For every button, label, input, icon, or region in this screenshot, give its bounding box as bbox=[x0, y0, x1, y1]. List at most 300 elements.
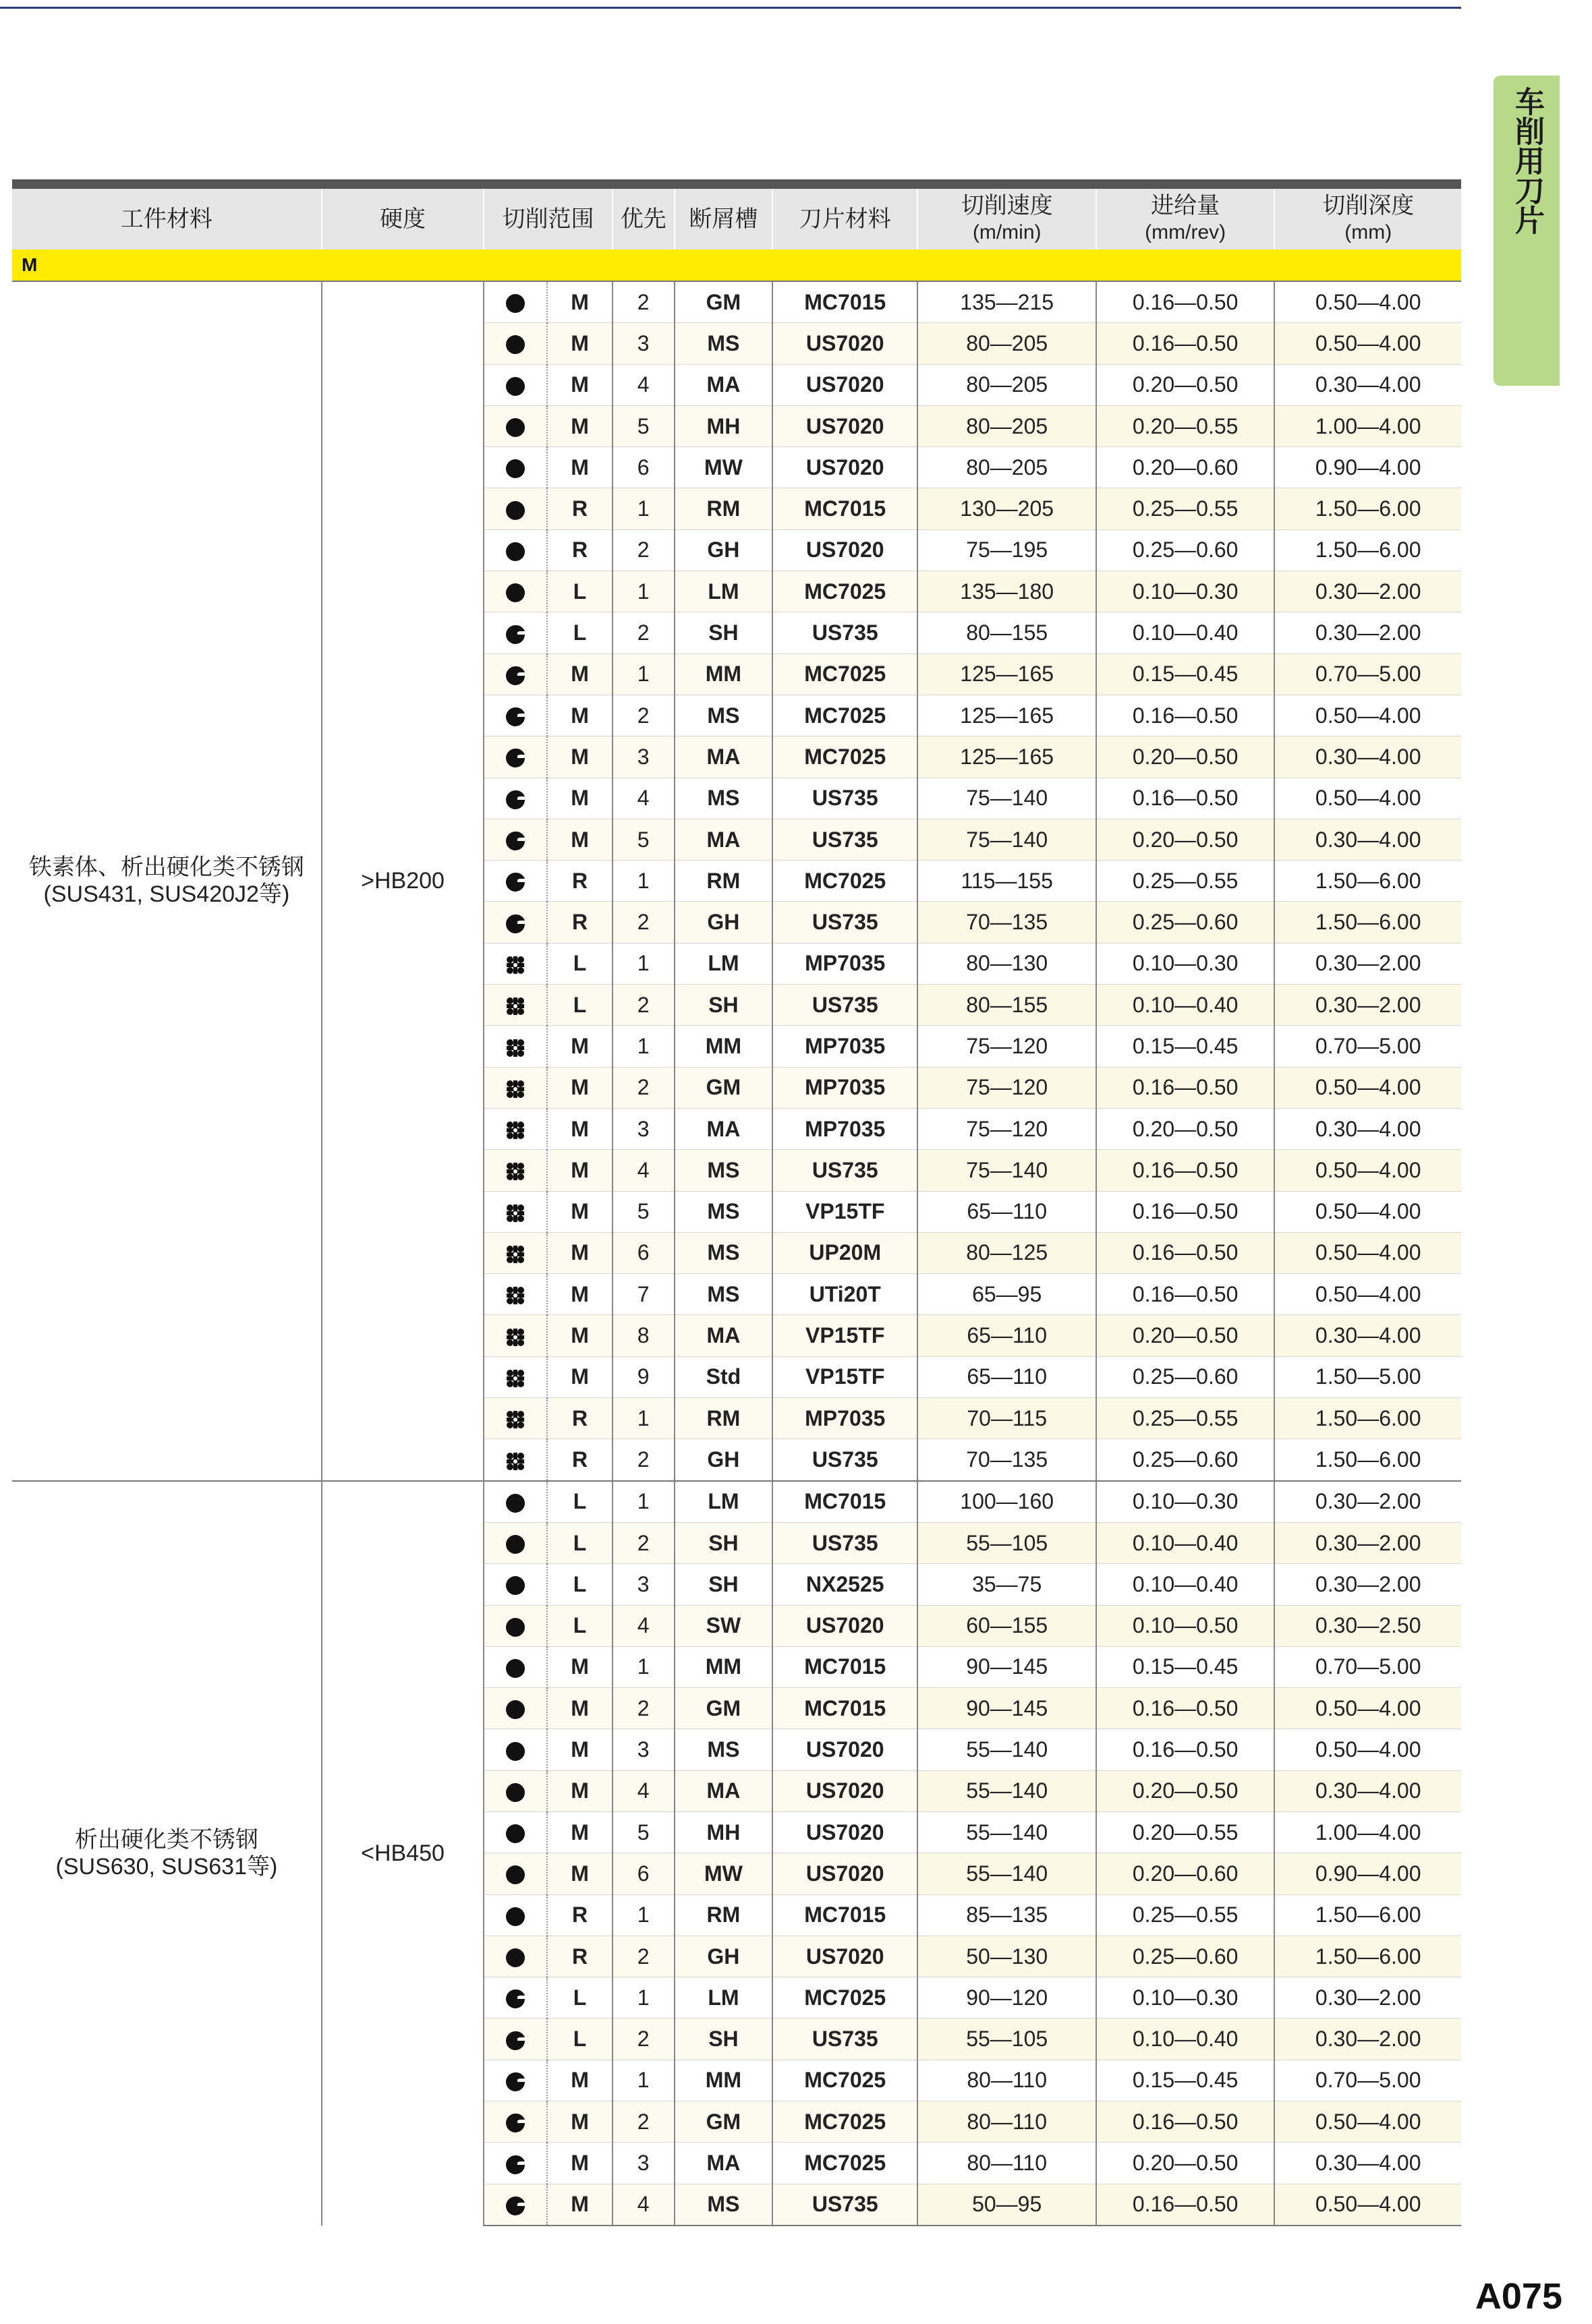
condition-icon-cell bbox=[484, 1067, 547, 1108]
depth-cell: 0.30—2.00 bbox=[1274, 612, 1461, 653]
feed-cell: 0.15—0.45 bbox=[1096, 1026, 1274, 1067]
priority-cell: 3 bbox=[613, 1108, 675, 1149]
depth-cell: 1.50—6.00 bbox=[1274, 529, 1461, 571]
condition-icon-cell bbox=[484, 1936, 547, 1977]
breaker-cell: GH bbox=[675, 902, 772, 943]
header-feed bbox=[1096, 189, 1274, 250]
grade-cell: US7020 bbox=[772, 447, 917, 488]
priority-cell: 1 bbox=[613, 571, 675, 612]
priority-cell: 2 bbox=[613, 1688, 675, 1729]
breaker-cell: MA bbox=[675, 364, 772, 405]
interrupted-cut-icon bbox=[505, 951, 525, 975]
notched-circle-icon bbox=[505, 910, 525, 934]
depth-cell: 0.50—4.00 bbox=[1274, 1191, 1461, 1232]
breaker-cell: MS bbox=[675, 1274, 772, 1315]
grade-cell: US7020 bbox=[772, 323, 917, 364]
material-grades: (SUS630, SUS631等) bbox=[55, 1854, 278, 1880]
interrupted-cut-icon bbox=[505, 993, 525, 1017]
priority-cell: 7 bbox=[613, 1274, 675, 1315]
header-material: 工件材料 bbox=[12, 189, 322, 250]
speed-cell: 125—165 bbox=[917, 653, 1096, 695]
feed-cell: 0.10—0.30 bbox=[1096, 1977, 1274, 2018]
priority-cell: 3 bbox=[613, 1564, 675, 1605]
solid-circle-icon bbox=[505, 1696, 525, 1720]
depth-cell: 0.90—4.00 bbox=[1274, 447, 1461, 488]
speed-cell: 75—140 bbox=[917, 819, 1096, 860]
range-cell: M bbox=[547, 364, 612, 405]
range-cell: M bbox=[547, 1274, 612, 1315]
range-cell: M bbox=[547, 2143, 612, 2184]
breaker-cell: SH bbox=[675, 2018, 772, 2060]
grade-cell: MC7015 bbox=[772, 488, 917, 529]
hardness-cell: <HB450 bbox=[322, 1481, 484, 2226]
priority-cell: 1 bbox=[613, 1481, 675, 1523]
breaker-cell: MW bbox=[675, 447, 772, 488]
breaker-cell: Std bbox=[675, 1356, 772, 1397]
priority-cell: 4 bbox=[613, 364, 675, 405]
range-cell: L bbox=[547, 1481, 612, 1523]
feed-cell: 0.20—0.50 bbox=[1096, 364, 1274, 405]
breaker-cell: MS bbox=[675, 1729, 772, 1770]
speed-cell: 75—120 bbox=[917, 1067, 1096, 1108]
depth-cell: 0.50—4.00 bbox=[1274, 281, 1461, 323]
priority-cell: 2 bbox=[613, 529, 675, 571]
feed-cell: 0.25—0.60 bbox=[1096, 1356, 1274, 1397]
feed-cell: 0.16—0.50 bbox=[1096, 2101, 1274, 2143]
interrupted-cut-icon bbox=[505, 1158, 525, 1182]
priority-cell: 1 bbox=[613, 1894, 675, 1936]
breaker-cell: SW bbox=[675, 1605, 772, 1646]
top-rule bbox=[0, 7, 1461, 9]
grade-cell: US735 bbox=[772, 2184, 917, 2226]
priority-cell: 2 bbox=[613, 985, 675, 1026]
feed-cell: 0.20—0.50 bbox=[1096, 819, 1274, 860]
speed-cell: 90—145 bbox=[917, 1688, 1096, 1729]
speed-cell: 50—130 bbox=[917, 1936, 1096, 1977]
speed-cell: 55—105 bbox=[917, 1522, 1096, 1563]
side-tab-text: 车削用刀片 bbox=[1510, 86, 1543, 235]
priority-cell: 3 bbox=[613, 2143, 675, 2184]
depth-cell: 0.50—4.00 bbox=[1274, 2101, 1461, 2143]
grade-cell: MC7025 bbox=[772, 653, 917, 695]
breaker-cell: MM bbox=[675, 653, 772, 695]
depth-cell: 0.50—4.00 bbox=[1274, 2184, 1461, 2226]
range-cell: R bbox=[547, 529, 612, 571]
notched-circle-icon bbox=[505, 786, 525, 810]
condition-icon-cell bbox=[484, 943, 547, 984]
condition-icon-cell bbox=[484, 778, 547, 819]
depth-cell: 0.30—4.00 bbox=[1274, 1315, 1461, 1356]
speed-cell: 75—120 bbox=[917, 1026, 1096, 1067]
breaker-cell: LM bbox=[675, 571, 772, 612]
header-range: 切削范围 bbox=[484, 189, 612, 250]
range-cell: M bbox=[547, 323, 612, 364]
material-name: 铁素体、析出硬化类不锈钢 bbox=[28, 854, 304, 881]
priority-cell: 2 bbox=[613, 281, 675, 323]
solid-circle-icon bbox=[505, 414, 525, 438]
solid-circle-icon bbox=[505, 1944, 525, 1969]
speed-cell: 135—215 bbox=[917, 281, 1096, 323]
speed-cell: 55—140 bbox=[917, 1853, 1096, 1894]
speed-cell: 75—120 bbox=[917, 1108, 1096, 1149]
breaker-cell: MS bbox=[675, 2184, 772, 2226]
condition-icon-cell bbox=[484, 1356, 547, 1397]
condition-icon-cell bbox=[484, 488, 547, 529]
depth-cell: 0.30—4.00 bbox=[1274, 819, 1461, 860]
breaker-cell: MS bbox=[675, 323, 772, 364]
condition-icon-cell bbox=[484, 2101, 547, 2143]
range-cell: M bbox=[547, 1067, 612, 1108]
header-speed bbox=[917, 189, 1096, 250]
speed-cell: 75—140 bbox=[917, 778, 1096, 819]
breaker-cell: GH bbox=[675, 1936, 772, 1977]
range-cell: M bbox=[547, 447, 612, 488]
depth-cell: 0.30—2.50 bbox=[1274, 1605, 1461, 1646]
range-cell: M bbox=[547, 1150, 612, 1191]
speed-cell: 70—135 bbox=[917, 1439, 1096, 1481]
priority-cell: 9 bbox=[613, 1356, 675, 1397]
priority-cell: 2 bbox=[613, 695, 675, 736]
feed-cell: 0.16—0.50 bbox=[1096, 1067, 1274, 1108]
feed-cell: 0.25—0.55 bbox=[1096, 1398, 1274, 1439]
depth-cell: 0.50—4.00 bbox=[1274, 1729, 1461, 1770]
range-cell: M bbox=[547, 1026, 612, 1067]
grade-cell: US735 bbox=[772, 1439, 917, 1481]
condition-icon-cell bbox=[484, 1522, 547, 1563]
condition-icon-cell bbox=[484, 281, 547, 323]
feed-cell: 0.25—0.60 bbox=[1096, 1439, 1274, 1481]
depth-cell: 0.50—4.00 bbox=[1274, 1688, 1461, 1729]
feed-cell: 0.16—0.50 bbox=[1096, 1729, 1274, 1770]
speed-cell: 55—140 bbox=[917, 1729, 1096, 1770]
grade-cell: MP7035 bbox=[772, 1398, 917, 1439]
feed-cell: 0.16—0.50 bbox=[1096, 281, 1274, 323]
interrupted-cut-icon bbox=[505, 1447, 525, 1472]
speed-cell: 70—135 bbox=[917, 902, 1096, 943]
grade-cell: MP7035 bbox=[772, 1108, 917, 1149]
condition-icon-cell bbox=[484, 695, 547, 736]
solid-circle-icon bbox=[505, 1861, 525, 1886]
grade-cell: US7020 bbox=[772, 1605, 917, 1646]
feed-cell: 0.10—0.30 bbox=[1096, 943, 1274, 984]
priority-cell: 1 bbox=[613, 861, 675, 902]
priority-cell: 4 bbox=[613, 1770, 675, 1811]
material-group-ferritic bbox=[12, 281, 1461, 1481]
grade-cell: MC7015 bbox=[772, 1894, 917, 1936]
grade-cell: US735 bbox=[772, 1150, 917, 1191]
depth-cell: 0.70—5.00 bbox=[1274, 653, 1461, 695]
feed-cell: 0.20—0.60 bbox=[1096, 1853, 1274, 1894]
range-cell: M bbox=[547, 281, 612, 323]
depth-cell: 0.30—2.00 bbox=[1274, 985, 1461, 1026]
feed-cell: 0.20—0.50 bbox=[1096, 1108, 1274, 1149]
grade-cell: VP15TF bbox=[772, 1356, 917, 1397]
condition-icon-cell bbox=[484, 612, 547, 653]
feed-cell: 0.25—0.55 bbox=[1096, 1894, 1274, 1936]
grade-cell: MC7025 bbox=[772, 1977, 917, 2018]
depth-cell: 1.00—4.00 bbox=[1274, 405, 1461, 446]
header-breaker: 断屑槽 bbox=[675, 189, 772, 250]
range-cell: M bbox=[547, 1108, 612, 1149]
feed-cell: 0.15—0.45 bbox=[1096, 2060, 1274, 2101]
speed-cell: 90—120 bbox=[917, 1977, 1096, 2018]
feed-cell: 0.10—0.40 bbox=[1096, 1564, 1274, 1605]
priority-cell: 4 bbox=[613, 778, 675, 819]
speed-cell: 55—140 bbox=[917, 1811, 1096, 1853]
condition-icon-cell bbox=[484, 1439, 547, 1481]
grade-cell: MC7025 bbox=[772, 2143, 917, 2184]
grade-cell: MC7025 bbox=[772, 695, 917, 736]
breaker-cell: MH bbox=[675, 405, 772, 446]
range-cell: L bbox=[547, 571, 612, 612]
depth-cell: 0.90—4.00 bbox=[1274, 1853, 1461, 1894]
range-cell: R bbox=[547, 488, 612, 529]
range-cell: L bbox=[547, 1522, 612, 1563]
priority-cell: 6 bbox=[613, 1853, 675, 1894]
range-cell: M bbox=[547, 405, 612, 446]
priority-cell: 1 bbox=[613, 1646, 675, 1687]
depth-cell: 1.50—6.00 bbox=[1274, 861, 1461, 902]
feed-cell: 0.16—0.50 bbox=[1096, 1688, 1274, 1729]
solid-circle-icon bbox=[505, 1820, 525, 1844]
depth-cell: 0.30—2.00 bbox=[1274, 571, 1461, 612]
breaker-cell: SH bbox=[675, 612, 772, 653]
grade-cell: MC7025 bbox=[772, 736, 917, 778]
speed-cell: 70—115 bbox=[917, 1398, 1096, 1439]
speed-cell: 80—130 bbox=[917, 943, 1096, 984]
condition-icon-cell bbox=[484, 2143, 547, 2184]
condition-icon-cell bbox=[484, 2184, 547, 2226]
grade-cell: MC7015 bbox=[772, 1646, 917, 1687]
speed-cell: 80—110 bbox=[917, 2101, 1096, 2143]
condition-icon-cell bbox=[484, 1564, 547, 1605]
header-hardness: 硬度 bbox=[322, 189, 484, 250]
speed-cell: 80—155 bbox=[917, 612, 1096, 653]
breaker-cell: MM bbox=[675, 2060, 772, 2101]
depth-cell: 0.70—5.00 bbox=[1274, 2060, 1461, 2101]
notched-circle-icon bbox=[505, 827, 525, 852]
condition-icon-cell bbox=[484, 1026, 547, 1067]
condition-icon-cell bbox=[484, 1811, 547, 1853]
breaker-cell: MW bbox=[675, 1853, 772, 1894]
breaker-cell: LM bbox=[675, 943, 772, 984]
feed-cell: 0.15—0.45 bbox=[1096, 1646, 1274, 1687]
priority-cell: 4 bbox=[613, 1605, 675, 1646]
grade-cell: NX2525 bbox=[772, 1564, 917, 1605]
range-cell: L bbox=[547, 1605, 612, 1646]
grade-cell: US7020 bbox=[772, 405, 917, 446]
grade-cell: MC7015 bbox=[772, 1688, 917, 1729]
range-cell: L bbox=[547, 985, 612, 1026]
speed-cell: 55—140 bbox=[917, 1770, 1096, 1811]
range-cell: R bbox=[547, 1439, 612, 1481]
grade-cell: VP15TF bbox=[772, 1315, 917, 1356]
priority-cell: 3 bbox=[613, 323, 675, 364]
priority-cell: 1 bbox=[613, 1026, 675, 1067]
grade-cell: US735 bbox=[772, 612, 917, 653]
condition-icon-cell bbox=[484, 902, 547, 943]
feed-cell: 0.25—0.55 bbox=[1096, 488, 1274, 529]
range-cell: M bbox=[547, 2060, 612, 2101]
priority-cell: 2 bbox=[613, 1067, 675, 1108]
feed-cell: 0.15—0.45 bbox=[1096, 653, 1274, 695]
priority-cell: 5 bbox=[613, 819, 675, 860]
grade-cell: MC7015 bbox=[772, 1481, 917, 1523]
grade-cell: MC7015 bbox=[772, 281, 917, 323]
grade-cell: US7020 bbox=[772, 1729, 917, 1770]
speed-cell: 125—165 bbox=[917, 695, 1096, 736]
condition-icon-cell bbox=[484, 529, 547, 571]
notched-circle-icon bbox=[505, 2110, 525, 2134]
feed-cell: 0.16—0.50 bbox=[1096, 1232, 1274, 1273]
depth-cell: 0.50—4.00 bbox=[1274, 1150, 1461, 1191]
breaker-cell: MA bbox=[675, 1108, 772, 1149]
range-cell: M bbox=[547, 778, 612, 819]
grade-cell: US7020 bbox=[772, 1936, 917, 1977]
priority-cell: 4 bbox=[613, 1150, 675, 1191]
speed-cell: 75—140 bbox=[917, 1150, 1096, 1191]
feed-cell: 0.20—0.55 bbox=[1096, 1811, 1274, 1853]
material-group-precipitation bbox=[12, 1481, 1461, 2226]
speed-cell: 80—125 bbox=[917, 1232, 1096, 1273]
feed-cell: 0.10—0.40 bbox=[1096, 612, 1274, 653]
range-cell: R bbox=[547, 1894, 612, 1936]
depth-cell: 1.50—6.00 bbox=[1274, 488, 1461, 529]
range-cell: M bbox=[547, 1729, 612, 1770]
depth-cell: 0.70—5.00 bbox=[1274, 1646, 1461, 1687]
condition-icon-cell bbox=[484, 1894, 547, 1936]
grade-cell: US735 bbox=[772, 1522, 917, 1563]
speed-cell: 75—195 bbox=[917, 529, 1096, 571]
condition-icon-cell bbox=[484, 1150, 547, 1191]
depth-cell: 0.30—2.00 bbox=[1274, 943, 1461, 984]
depth-cell: 0.50—4.00 bbox=[1274, 1067, 1461, 1108]
priority-cell: 2 bbox=[613, 2101, 675, 2143]
breaker-cell: MS bbox=[675, 1150, 772, 1191]
range-cell: M bbox=[547, 1770, 612, 1811]
material-name: 析出硬化类不锈钢 bbox=[74, 1827, 258, 1853]
priority-cell: 8 bbox=[613, 1315, 675, 1356]
priority-cell: 6 bbox=[613, 1232, 675, 1273]
breaker-cell: MS bbox=[675, 778, 772, 819]
grade-cell: MC7025 bbox=[772, 2060, 917, 2101]
depth-cell: 1.50—6.00 bbox=[1274, 902, 1461, 943]
interrupted-cut-icon bbox=[505, 1323, 525, 1347]
feed-cell: 0.20—0.50 bbox=[1096, 1770, 1274, 1811]
header-speed-label: 切削速度 bbox=[961, 193, 1053, 219]
range-cell: M bbox=[547, 1356, 612, 1397]
feed-cell: 0.10—0.30 bbox=[1096, 571, 1274, 612]
solid-circle-icon bbox=[505, 538, 525, 562]
range-cell: M bbox=[547, 2184, 612, 2226]
solid-circle-icon bbox=[505, 1531, 525, 1555]
breaker-cell: MA bbox=[675, 819, 772, 860]
priority-cell: 4 bbox=[613, 2184, 675, 2226]
breaker-cell: LM bbox=[675, 1481, 772, 1523]
condition-icon-cell bbox=[484, 323, 547, 364]
depth-cell: 0.50—4.00 bbox=[1274, 323, 1461, 364]
header-grade: 刀片材料 bbox=[772, 189, 917, 250]
feed-cell: 0.20—0.60 bbox=[1096, 447, 1274, 488]
breaker-cell: MM bbox=[675, 1026, 772, 1067]
table-row bbox=[12, 281, 1461, 323]
header-feed-label: 进给量 bbox=[1151, 193, 1220, 219]
notched-circle-icon bbox=[505, 620, 525, 645]
speed-cell: 65—95 bbox=[917, 1274, 1096, 1315]
priority-cell: 5 bbox=[613, 1191, 675, 1232]
solid-circle-icon bbox=[505, 372, 525, 397]
grade-cell: US7020 bbox=[772, 1853, 917, 1894]
priority-cell: 3 bbox=[613, 736, 675, 778]
condition-icon-cell bbox=[484, 1315, 547, 1356]
feed-cell: 0.10—0.40 bbox=[1096, 2018, 1274, 2060]
feed-cell: 0.20—0.55 bbox=[1096, 405, 1274, 446]
condition-icon-cell bbox=[484, 2060, 547, 2101]
depth-cell: 0.30—2.00 bbox=[1274, 1977, 1461, 2018]
range-cell: M bbox=[547, 1811, 612, 1853]
depth-cell: 1.50—6.00 bbox=[1274, 1398, 1461, 1439]
breaker-cell: RM bbox=[675, 488, 772, 529]
condition-icon-cell bbox=[484, 1729, 547, 1770]
depth-cell: 0.30—4.00 bbox=[1274, 2143, 1461, 2184]
condition-icon-cell bbox=[484, 405, 547, 446]
header-top-bar bbox=[12, 179, 1461, 189]
priority-cell: 5 bbox=[613, 1811, 675, 1853]
priority-cell: 1 bbox=[613, 1398, 675, 1439]
breaker-cell: MA bbox=[675, 1770, 772, 1811]
speed-cell: 130—205 bbox=[917, 488, 1096, 529]
grade-cell: US735 bbox=[772, 2018, 917, 2060]
breaker-cell: GM bbox=[675, 1688, 772, 1729]
range-cell: R bbox=[547, 902, 612, 943]
speed-cell: 100—160 bbox=[917, 1481, 1096, 1523]
range-cell: M bbox=[547, 1853, 612, 1894]
speed-cell: 65—110 bbox=[917, 1315, 1096, 1356]
grade-cell: US735 bbox=[772, 819, 917, 860]
priority-cell: 2 bbox=[613, 1936, 675, 1977]
hardness-cell: >HB200 bbox=[322, 281, 484, 1481]
feed-cell: 0.10—0.40 bbox=[1096, 1522, 1274, 1563]
feed-cell: 0.16—0.50 bbox=[1096, 778, 1274, 819]
grade-cell: US7020 bbox=[772, 364, 917, 405]
condition-icon-cell bbox=[484, 1977, 547, 2018]
condition-icon-cell bbox=[484, 1688, 547, 1729]
condition-icon-cell bbox=[484, 861, 547, 902]
grade-cell: VP15TF bbox=[772, 1191, 917, 1232]
feed-cell: 0.25—0.60 bbox=[1096, 902, 1274, 943]
interrupted-cut-icon bbox=[505, 1282, 525, 1306]
condition-icon-cell bbox=[484, 571, 547, 612]
solid-circle-icon bbox=[505, 579, 525, 604]
header-depth bbox=[1274, 189, 1461, 250]
feed-cell: 0.20—0.50 bbox=[1096, 1315, 1274, 1356]
speed-cell: 80—205 bbox=[917, 447, 1096, 488]
notched-circle-icon bbox=[505, 662, 525, 686]
speed-cell: 50—95 bbox=[917, 2184, 1096, 2226]
breaker-cell: LM bbox=[675, 1977, 772, 2018]
speed-cell: 90—145 bbox=[917, 1646, 1096, 1687]
condition-icon-cell bbox=[484, 2018, 547, 2060]
solid-circle-icon bbox=[505, 496, 525, 521]
speed-cell: 65—110 bbox=[917, 1191, 1096, 1232]
depth-cell: 1.50—6.00 bbox=[1274, 1439, 1461, 1481]
condition-icon-cell bbox=[484, 819, 547, 860]
condition-icon-cell bbox=[484, 1191, 547, 1232]
solid-circle-icon bbox=[505, 1902, 525, 1927]
priority-cell: 1 bbox=[613, 653, 675, 695]
depth-cell: 0.70—5.00 bbox=[1274, 1026, 1461, 1067]
interrupted-cut-icon bbox=[505, 1240, 525, 1265]
